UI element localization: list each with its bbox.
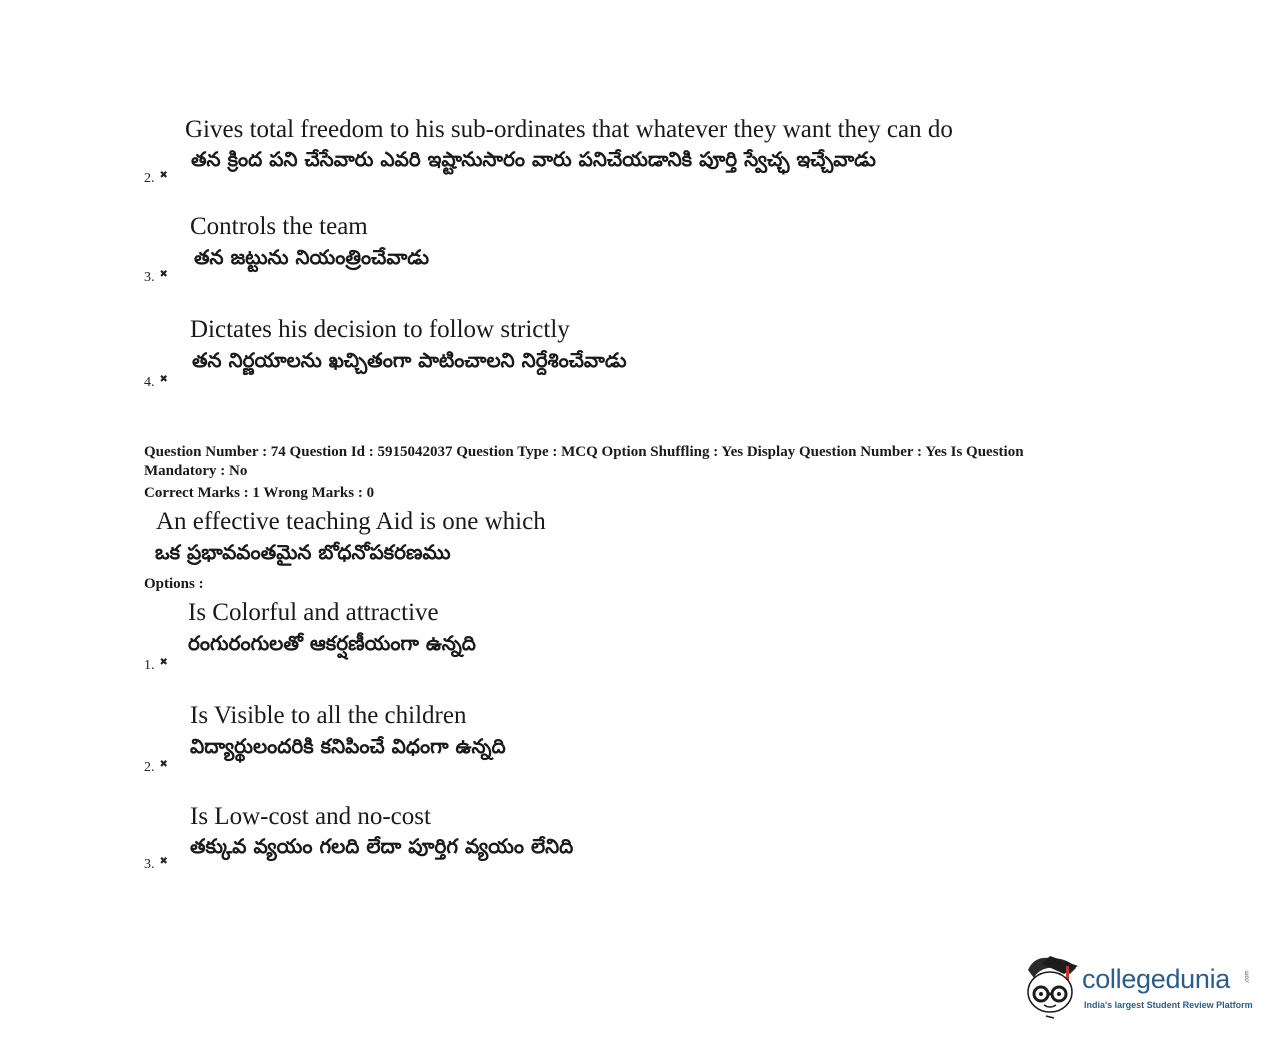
question-meta-line1: Question Number : 74 Question Id : 5915042037 Question Type : MCQ Option Shuffling : Yes Display Question Number : Yes Is Question	[144, 444, 1024, 460]
question-marks: Correct Marks : 1 Wrong Marks : 0	[144, 485, 375, 501]
option-number: 2.	[144, 171, 155, 186]
logo-tagline: India's largest Student Review Platform	[1084, 1000, 1253, 1010]
option-1-telugu: రంగురంగులతో ఆకర్షణీయంగా ఉన్నది	[188, 631, 476, 655]
cross-icon: ✖	[159, 759, 168, 770]
option-2-telugu: విద్యార్థులందరికి కనిపించే విధంగా ఉన్నది	[190, 734, 506, 758]
option-number: 1.	[144, 658, 155, 673]
options-label: Options :	[144, 576, 204, 592]
option-1-label	[144, 658, 168, 674]
collegedunia-logo[interactable]	[1020, 952, 1260, 1022]
prev-option-4-label	[144, 375, 168, 391]
option-2-label	[144, 760, 168, 776]
cross-icon: ✖	[159, 657, 168, 668]
prev-option-2-label	[144, 171, 168, 187]
question-telugu: ఒక ప్రభావవంతమైన బోధనోపకరణము	[155, 540, 451, 564]
mascot-icon	[1020, 952, 1082, 1022]
option-2-english: Is Visible to all the children	[190, 702, 467, 729]
prev-option-2-english: Gives total freedom to his sub-ordinates that whatever they want they can do	[185, 116, 953, 143]
prev-option-4-english: Dictates his decision to follow strictly	[190, 316, 570, 343]
prev-option-4-telugu: తన నిర్ణయాలను ఖచ్చితంగా పాటించాలని నిర్దేశించేవాడు	[192, 348, 627, 372]
cross-icon: ✖	[159, 170, 168, 181]
prev-option-2-telugu: తన క్రింద పని చేసేవారు ఎవరి ఇష్టానుసారం వారు పనిచేయడానికి పూర్తి స్వేచ్ఛ ఇచ్చేవాడు	[191, 147, 876, 171]
option-3-telugu: తక్కువ వ్యయం గలది లేదా పూర్తిగ వ్యయం లేనిది	[190, 834, 574, 858]
option-number: 2.	[144, 760, 155, 775]
option-3-label	[144, 857, 168, 873]
prev-option-3-english: Controls the team	[190, 213, 368, 240]
question-meta-line2: Mandatory : No	[144, 463, 248, 479]
cross-icon: ✖	[159, 856, 168, 867]
option-1-english: Is Colorful and attractive	[188, 599, 439, 626]
option-number: 3.	[144, 270, 155, 285]
option-number: 4.	[144, 375, 155, 390]
prev-option-3-telugu: తన జట్టును నియంత్రించేవాడు	[194, 245, 430, 269]
logo-suffix: .com	[1244, 970, 1251, 984]
option-number: 3.	[144, 857, 155, 872]
logo-name: collegedunia	[1082, 964, 1231, 994]
cross-icon: ✖	[159, 269, 168, 280]
cross-icon: ✖	[159, 374, 168, 385]
prev-option-3-label	[144, 270, 168, 286]
question-english: An effective teaching Aid is one which	[156, 508, 546, 535]
option-3-english: Is Low-cost and no-cost	[190, 803, 431, 830]
